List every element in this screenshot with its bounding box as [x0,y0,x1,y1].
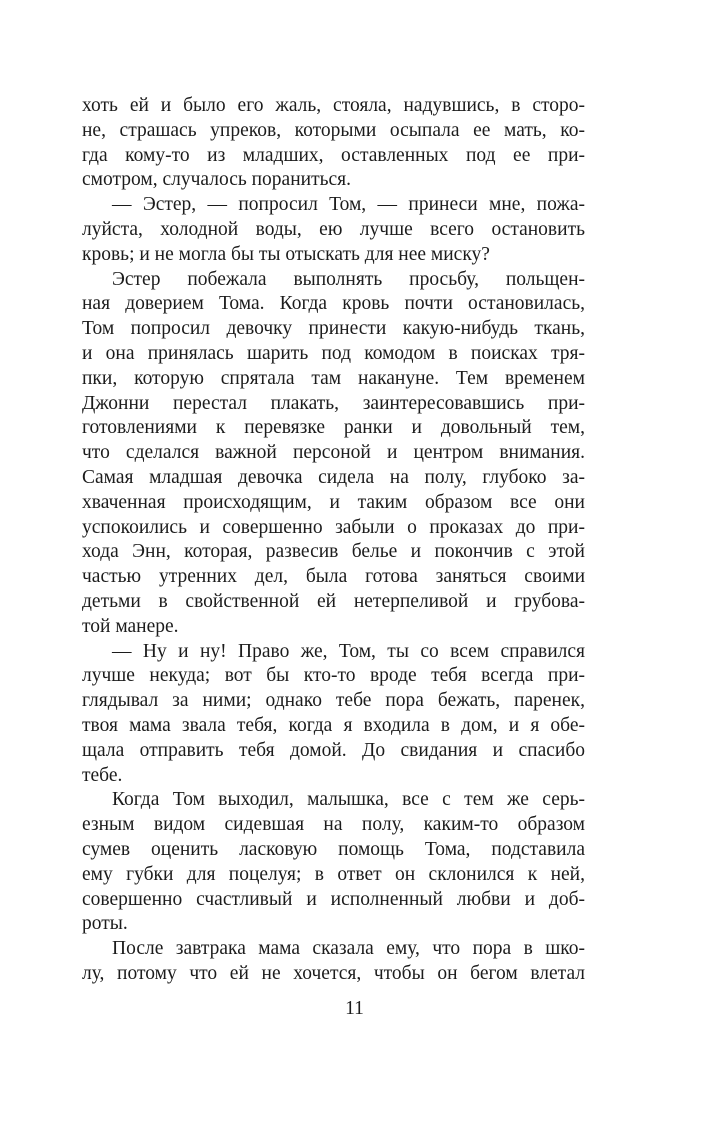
text-line: твоя мама звала тебя, когда я входила в дом, и я обе- [82,714,585,736]
text-line: не, страшась упреков, которыми осыпала ее мать, ко- [82,119,585,141]
text-line: тебе. [82,764,123,786]
text-line: Самая младшая девочка сидела на полу, глубоко за- [82,466,585,488]
text-line: той манере. [82,615,179,637]
text-line: глядывал за ними; однако тебе пора бежать, паренек, [82,690,585,712]
text-line: щала отправить тебя домой. До свидания и спасибо [82,739,585,761]
text-line: роты. [82,913,128,935]
text-line: — Ну и ну! Право же, Том, ты со всем справился [112,640,585,662]
text-line: Джонни перестал плакать, заинтересовавшись при- [82,392,585,414]
text-line: лу, потому что ей не хочется, чтобы он бегом влетал [82,962,585,984]
text-line: и она принялась шарить под комодом в поисках тря- [82,342,585,364]
text-line: После завтрака мама сказала ему, что пора в шко- [112,938,585,960]
body-text [82,94,585,987]
text-line: — Эстер, — попросил Том, — принеси мне, пожа- [112,194,585,216]
text-line: хваченная происходящим, и таким образом все они [82,491,585,513]
text-line: ная доверием Тома. Когда кровь почти остановилась, [82,293,585,315]
text-line: пки, которую спрятала там накануне. Тем временем [82,367,585,389]
text-line: Том попросил девочку принести какую-нибудь ткань, [82,318,585,340]
text-line: готовлениями к перевязке ранки и довольный тем, [82,417,585,439]
text-line: сумев оценить ласковую помощь Тома, подставила [82,838,585,860]
text-line: частью утренних дел, была готова заняться своими [82,566,585,588]
text-line: смотром, случалось пораниться. [82,169,352,191]
text-line: детьми в свойственной ей нетерпеливой и грубова- [82,590,585,612]
text-line: хода Энн, которая, развесив белье и покончив с этой [82,541,585,563]
text-line: ему губки для поцелуя; в ответ он склонился к ней, [82,863,585,885]
text-line: гда кому-то из младших, оставленных под ее при- [82,144,585,166]
text-line: что сделался важной персоной и центром внимания. [82,442,585,464]
text-line: совершенно счастливый и исполненный любви и доб- [82,888,585,910]
text-line: езным видом сидевшая на полу, каким-то образом [82,814,585,836]
text-line: успокоились и совершенно забыли о проказах до при- [82,516,585,538]
text-line: луйста, холодной воды, ею лучше всего остановить [82,218,585,240]
text-line: Эстер побежала выполнять просьбу, польщен- [112,268,585,290]
text-line: кровь; и не могла бы ты отыскать для нее миску? [82,243,490,265]
text-line: лучше некуда; вот бы кто-то вроде тебя всегда при- [82,665,585,687]
page-number: 11 [345,998,364,1019]
text-line: Когда Том выходил, малышка, все с тем же серь- [112,789,585,811]
text-line: хоть ей и было его жаль, стояла, надувшись, в сторо- [82,95,585,116]
